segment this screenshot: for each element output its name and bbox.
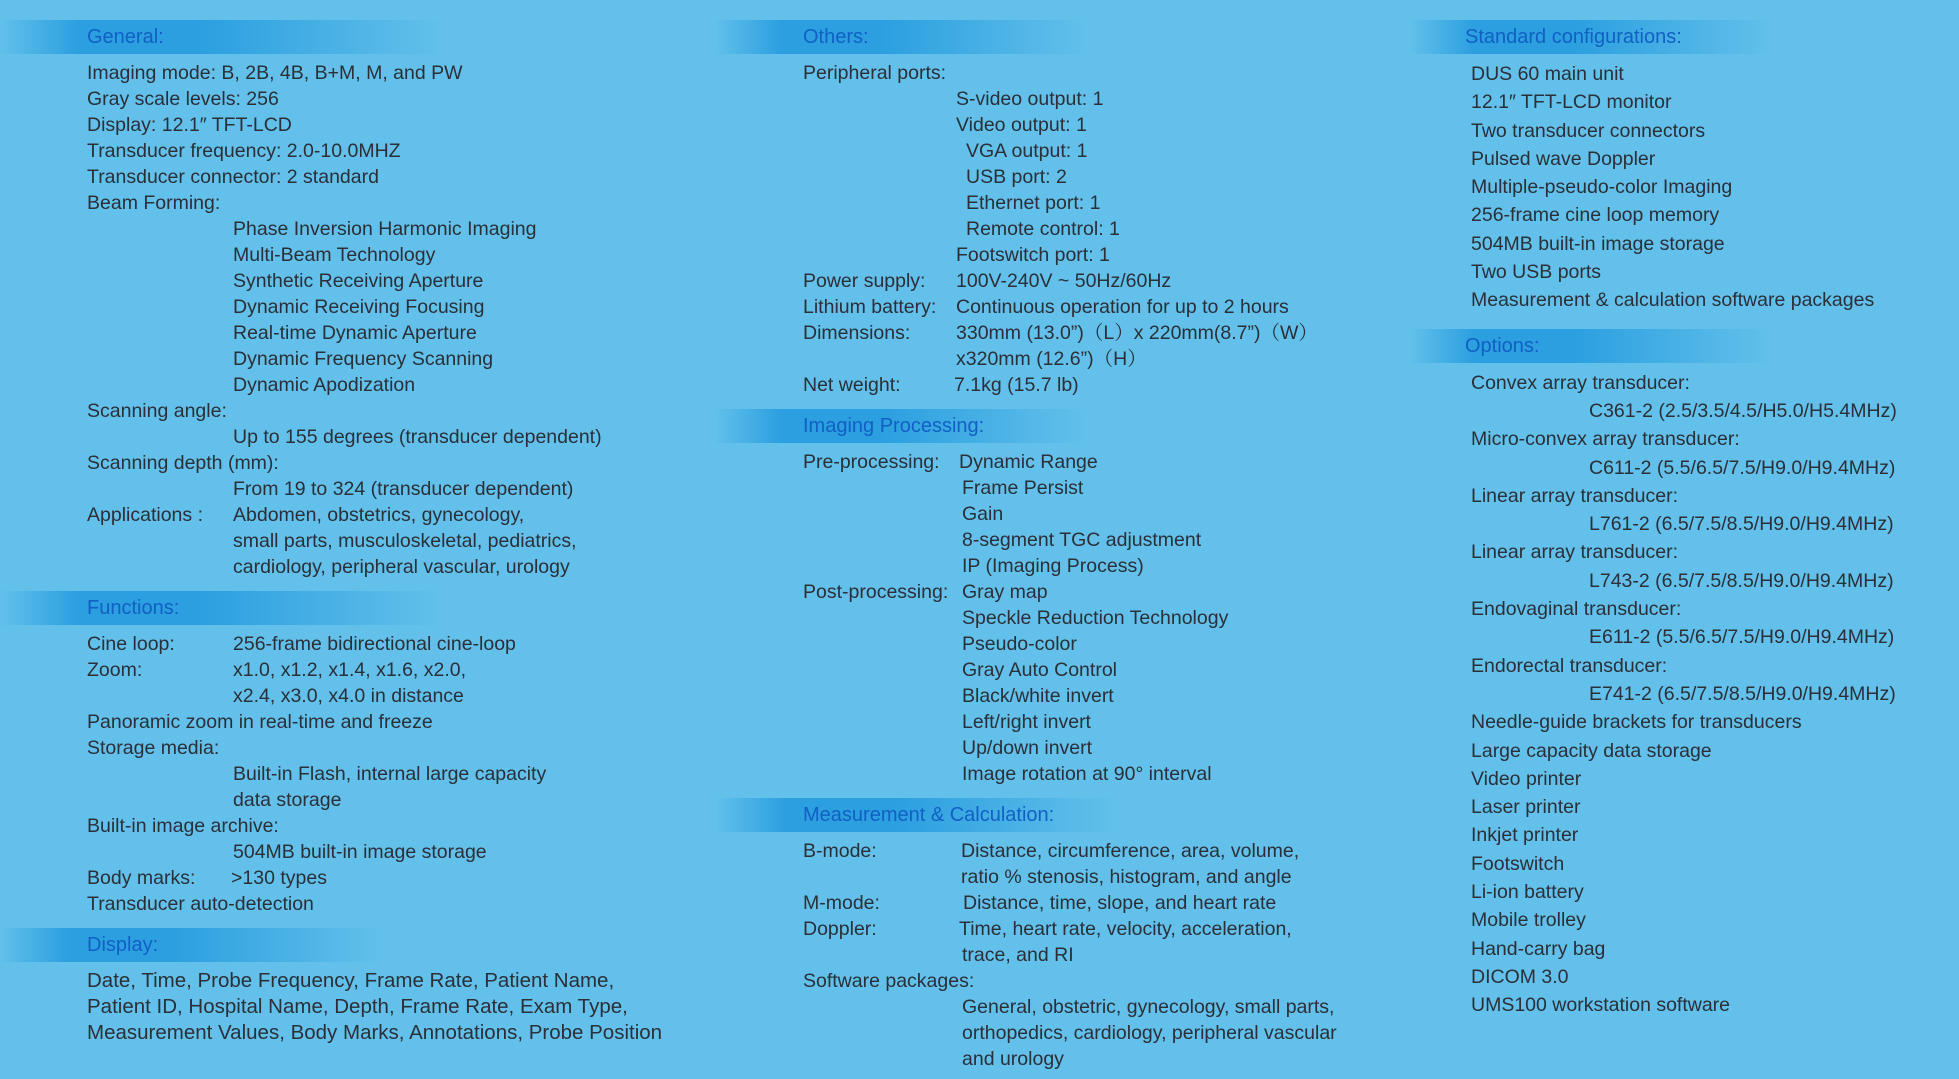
spec-values xyxy=(959,916,1292,968)
spec-row xyxy=(87,865,720,891)
list-item: Mobile trolley xyxy=(1471,909,1586,932)
spec-value: orthopedics, cardiology, peripheral vascular xyxy=(962,1022,1337,1044)
section-body xyxy=(1410,369,1959,1020)
list-item: Left/right invert xyxy=(962,711,1091,733)
option-transducer xyxy=(1471,652,1959,709)
list-item: Dynamic Range xyxy=(959,451,1098,473)
spec-label: Endovaginal transducer: xyxy=(1471,598,1682,621)
spec-value: Up to 155 degrees (transducer dependent) xyxy=(233,426,602,448)
section-header xyxy=(0,591,440,625)
section-header xyxy=(0,20,440,54)
spec-value: >130 types xyxy=(231,867,327,889)
spec-line: Imaging mode: B, 2B, 4B, B+M, M, and PW xyxy=(87,62,463,84)
spec-value: L743-2 (6.5/7.5/8.5/H9.0/H9.4MHz) xyxy=(1589,569,1894,592)
spec-line: Transducer connector: 2 standard xyxy=(87,166,379,188)
spec-line: Built-in image archive: xyxy=(87,815,279,837)
section-body xyxy=(1410,60,1959,315)
section-header xyxy=(715,409,1085,443)
spec-label: Post-processing: xyxy=(803,581,949,603)
list-item: 8-segment TGC adjustment xyxy=(962,529,1202,551)
option-transducer xyxy=(1471,369,1959,426)
spec-values xyxy=(87,761,720,813)
spec-value: E611-2 (5.5/6.5/7.5/H9.0/H9.4MHz) xyxy=(1589,626,1895,649)
list-item: Two transducer connectors xyxy=(1471,119,1706,142)
list-item: UMS100 workstation software xyxy=(1471,994,1731,1017)
spec-row xyxy=(87,657,720,709)
list-item: Dynamic Receiving Focusing xyxy=(233,296,485,318)
list-item: Two USB ports xyxy=(1471,261,1602,284)
spec-label: Dimensions: xyxy=(803,322,911,344)
list-item: S-video output: 1 xyxy=(956,88,1104,110)
spec-values xyxy=(233,657,466,709)
list-item: VGA output: 1 xyxy=(966,140,1088,162)
column-left xyxy=(0,0,720,1046)
list-item: 12.1″ TFT-LCD monitor xyxy=(1471,91,1672,114)
spec-row xyxy=(803,449,1415,579)
spec-row xyxy=(803,838,1415,890)
spec-row xyxy=(803,268,1415,294)
spec-value: cardiology, peripheral vascular, urology xyxy=(233,556,570,578)
column-middle xyxy=(715,0,1415,1072)
spec-line: Storage media: xyxy=(87,737,220,759)
list-item: Li-ion battery xyxy=(1471,881,1584,904)
list-item: Video printer xyxy=(1471,767,1582,790)
list-item: DUS 60 main unit xyxy=(1471,63,1624,85)
spec-value: x320mm (12.6”)（H） xyxy=(956,348,1147,370)
spec-row xyxy=(803,916,1415,968)
spec-values xyxy=(959,449,1201,579)
section-title: Measurement & Calculation: xyxy=(803,804,1055,826)
spec-label: Applications : xyxy=(87,504,203,526)
list-item: Phase Inversion Harmonic Imaging xyxy=(233,218,537,240)
list-item: Video output: 1 xyxy=(956,114,1087,136)
list-item: 256-frame cine loop memory xyxy=(1471,204,1720,227)
list-item: Image rotation at 90° interval xyxy=(962,763,1212,785)
spec-row xyxy=(87,502,720,580)
spec-line: Scanning depth (mm): xyxy=(87,452,279,474)
spec-label: Endorectal transducer: xyxy=(1471,654,1668,677)
spec-values xyxy=(233,502,577,580)
list-item: Frame Persist xyxy=(962,477,1084,499)
list-item: Up/down invert xyxy=(962,737,1093,759)
section-body xyxy=(715,838,1415,1072)
spec-label: Convex array transducer: xyxy=(1471,371,1690,394)
list-item: Hand-carry bag xyxy=(1471,937,1606,960)
section-others xyxy=(715,20,1415,398)
spec-line: Scanning angle: xyxy=(87,400,227,422)
list-item: Speckle Reduction Technology xyxy=(962,607,1229,629)
spec-value: 504MB built-in image storage xyxy=(233,841,487,863)
spec-line: Transducer auto-detection xyxy=(87,893,314,915)
list-item: Needle-guide brackets for transducers xyxy=(1471,711,1802,734)
spec-line: Software packages: xyxy=(803,970,975,992)
spec-value: From 19 to 324 (transducer dependent) xyxy=(233,478,574,500)
section-functions xyxy=(0,591,720,917)
spec-line: Peripheral ports: xyxy=(803,62,947,84)
section-options xyxy=(1410,329,1959,1020)
list-item: Multi-Beam Technology xyxy=(233,244,436,266)
section-title: Imaging Processing: xyxy=(803,415,985,437)
spec-values xyxy=(962,579,1228,787)
list-item: Measurement & calculation software packages xyxy=(1471,289,1875,312)
spec-row xyxy=(803,579,1415,787)
spec-label: Body marks: xyxy=(87,867,196,889)
spec-line: Patient ID, Hospital Name, Depth, Frame Rate, Exam Type, xyxy=(87,995,628,1018)
spec-line: Display: 12.1″ TFT-LCD xyxy=(87,114,292,136)
section-title: Standard configurations: xyxy=(1465,26,1682,48)
section-body xyxy=(715,449,1415,787)
spec-value: Abdomen, obstetrics, gynecology, xyxy=(233,504,525,526)
list-item: Multiple-pseudo-color Imaging xyxy=(1471,176,1733,199)
section-header xyxy=(715,798,1115,832)
spec-label: Net weight: xyxy=(803,374,901,396)
spec-label: Pre-processing: xyxy=(803,451,940,473)
section-measurement xyxy=(715,798,1415,1072)
spec-value: C611-2 (5.5/6.5/7.5/H9.0/H9.4MHz) xyxy=(1589,456,1896,479)
section-header xyxy=(1410,20,1770,54)
spec-value: Built-in Flash, internal large capacity xyxy=(233,763,547,785)
spec-row xyxy=(803,372,1415,398)
beam-forming-list xyxy=(87,216,720,398)
spec-label: Zoom: xyxy=(87,659,143,681)
option-transducer xyxy=(1471,538,1959,595)
spec-values xyxy=(961,838,1299,890)
spec-line: Beam Forming: xyxy=(87,192,221,214)
section-body xyxy=(0,968,720,1046)
section-title: Options: xyxy=(1465,334,1540,357)
spec-value: small parts, musculoskeletal, pediatrics, xyxy=(233,530,577,552)
spec-value: trace, and RI xyxy=(962,944,1074,966)
spec-label: Linear array transducer: xyxy=(1471,484,1679,507)
list-item: Gray Auto Control xyxy=(962,659,1117,681)
section-display xyxy=(0,928,720,1046)
list-item: Footswitch port: 1 xyxy=(956,244,1110,266)
ports-list xyxy=(803,86,1415,268)
list-item: Laser printer xyxy=(1471,796,1581,819)
spec-value: Distance, time, slope, and heart rate xyxy=(963,892,1277,914)
spec-line: Panoramic zoom in real-time and freeze xyxy=(87,711,433,733)
spec-label: Linear array transducer: xyxy=(1471,541,1679,564)
spec-label: Doppler: xyxy=(803,918,877,940)
spec-value: and urology xyxy=(962,1048,1064,1070)
section-general xyxy=(0,20,720,580)
list-item: Inkjet printer xyxy=(1471,824,1579,847)
spec-value: L761-2 (6.5/7.5/8.5/H9.0/H9.4MHz) xyxy=(1589,513,1894,536)
spec-value: C361-2 (2.5/3.5/4.5/H5.0/H5.4MHz) xyxy=(1589,399,1897,422)
spec-row xyxy=(87,631,720,657)
spec-value: Distance, circumference, area, volume, xyxy=(961,840,1300,862)
spec-row xyxy=(803,890,1415,916)
spec-value: x2.4, x3.0, x4.0 in distance xyxy=(233,685,464,707)
list-item: Gain xyxy=(962,503,1004,525)
spec-values xyxy=(803,994,1415,1072)
list-item: Gray map xyxy=(962,581,1048,603)
list-item: Dynamic Frequency Scanning xyxy=(233,348,494,370)
spec-label: Cine loop: xyxy=(87,633,175,655)
spec-label: B-mode: xyxy=(803,840,877,862)
spec-value: Continuous operation for up to 2 hours xyxy=(956,296,1289,318)
spec-line: Date, Time, Probe Frequency, Frame Rate, Patient Name, xyxy=(87,969,615,992)
spec-value: ratio % stenosis, histogram, and angle xyxy=(961,866,1292,888)
section-title: General: xyxy=(87,26,164,48)
spec-value: 256-frame bidirectional cine-loop xyxy=(233,633,516,655)
list-item: Large capacity data storage xyxy=(1471,739,1712,762)
list-item: Ethernet port: 1 xyxy=(966,192,1101,214)
spec-line: Measurement Values, Body Marks, Annotations, Probe Position xyxy=(87,1021,663,1044)
spec-line: Gray scale levels: 256 xyxy=(87,88,279,110)
column-right xyxy=(1410,0,1959,1020)
option-transducer xyxy=(1471,482,1959,539)
list-item: IP (Imaging Process) xyxy=(962,555,1144,577)
spec-value: Time, heart rate, velocity, acceleration, xyxy=(959,918,1292,940)
list-item: Remote control: 1 xyxy=(966,218,1120,240)
section-body xyxy=(0,60,720,580)
option-transducer xyxy=(1471,595,1959,652)
spec-label: M-mode: xyxy=(803,892,880,914)
spec-label: Power supply: xyxy=(803,270,926,292)
section-title: Functions: xyxy=(87,597,180,619)
option-transducer xyxy=(1471,425,1959,482)
spec-value: 7.1kg (15.7 lb) xyxy=(954,374,1079,396)
spec-line: Transducer frequency: 2.0-10.0MHZ xyxy=(87,140,401,162)
section-standard-configurations xyxy=(1410,20,1959,315)
list-item: Real-time Dynamic Aperture xyxy=(233,322,477,344)
list-item: Dynamic Apodization xyxy=(233,374,416,396)
section-body xyxy=(0,631,720,917)
list-item: Pseudo-color xyxy=(962,633,1077,655)
section-header xyxy=(715,20,1085,54)
spec-row xyxy=(803,320,1415,372)
section-title: Others: xyxy=(803,26,869,48)
list-item: Black/white invert xyxy=(962,685,1114,707)
spec-value: 100V-240V ~ 50Hz/60Hz xyxy=(956,270,1172,292)
spec-value: General, obstetric, gynecology, small parts, xyxy=(962,996,1335,1018)
section-header xyxy=(1410,329,1770,363)
section-body xyxy=(715,60,1415,398)
spec-value: data storage xyxy=(233,789,342,811)
list-item: Footswitch xyxy=(1471,852,1565,875)
section-title: Display: xyxy=(87,934,159,956)
list-item: 504MB built-in image storage xyxy=(1471,232,1725,255)
spec-row xyxy=(803,294,1415,320)
list-item: USB port: 2 xyxy=(966,166,1067,188)
spec-values xyxy=(956,320,1318,372)
spec-value: 330mm (13.0”)（L）x 220mm(8.7”)（W） xyxy=(956,322,1318,344)
section-header xyxy=(0,928,380,962)
spec-label: Micro-convex array transducer: xyxy=(1471,428,1740,451)
section-imaging-processing xyxy=(715,409,1415,787)
list-item: Pulsed wave Doppler xyxy=(1471,147,1656,170)
list-item: Synthetic Receiving Aperture xyxy=(233,270,484,292)
spec-label: Lithium battery: xyxy=(803,296,937,318)
spec-value: x1.0, x1.2, x1.4, x1.6, x2.0, xyxy=(233,659,467,681)
list-item: DICOM 3.0 xyxy=(1471,965,1569,988)
spec-value: E741-2 (6.5/7.5/8.5/H9.0/H9.4MHz) xyxy=(1589,682,1896,705)
